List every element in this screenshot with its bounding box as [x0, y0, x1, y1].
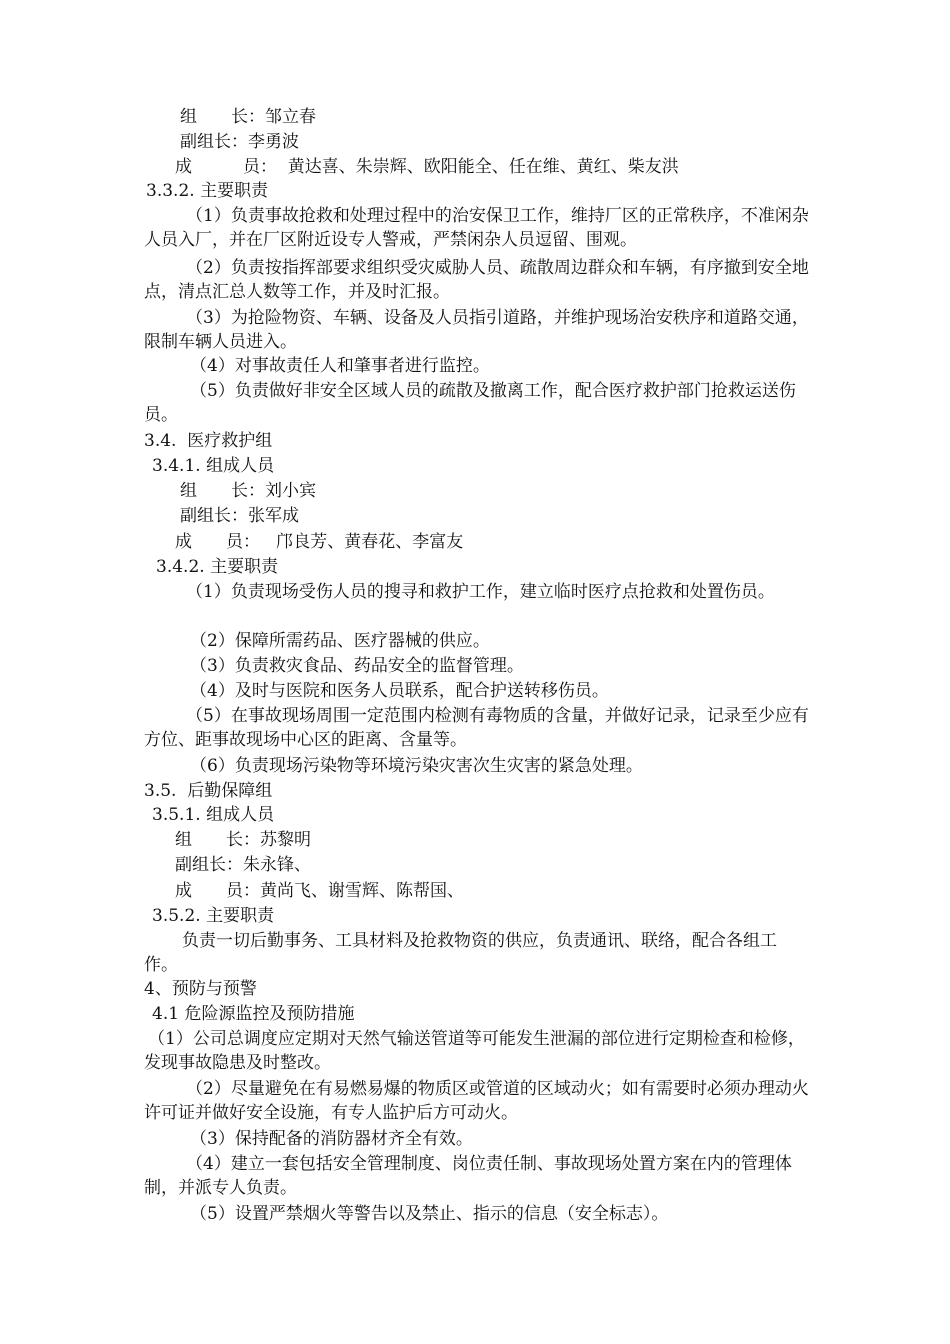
s342-item-2: （2）保障所需药品、医疗器械的供应。	[190, 631, 490, 651]
s342-item-3: （3）负责救灾食品、药品安全的监督管理。	[190, 656, 524, 676]
s4-heading: 4、预防与预警	[144, 979, 257, 999]
s342-item-1: （1）负责现场受伤人员的搜寻和救护工作，建立临时医疗点抢救和处置伤员。	[186, 582, 775, 602]
s332-item-1: （1）负责事故抢救和处理过程中的治安保卫工作，维持厂区的正常秩序，不准闲杂人员入厂，并在厂区附近设专人警戒，严禁闲杂人员逗留、围观。	[144, 206, 809, 250]
s34-leader: 组 长：刘小宾	[180, 481, 316, 501]
s41-item-3: （3）保持配备的消防器材齐全有效。	[190, 1129, 473, 1149]
s333-leader: 组 长：邹立春	[180, 107, 316, 127]
s332-item-5: （5）负责做好非安全区域人员的疏散及撤离工作，配合医疗救护部门抢救运送伤员。	[144, 381, 796, 425]
s41-heading: 4.1 危险源监控及预防措施	[152, 1004, 355, 1024]
s41-item-4: （4）建立一套包括安全管理制度、岗位责任制、事故现场处置方案在内的管理体制，并派专人负责。	[144, 1154, 792, 1198]
s41-item-2: （2）尽量避免在有易燃易爆的物质区或管道的区域动火；如有需要时必须办理动火许可证并做好安全设施，有专人监护后方可动火。	[144, 1079, 809, 1123]
s342-heading: 3.4.2. 主要职责	[156, 557, 279, 577]
s342-item-6: （6）负责现场污染物等环境污染灾害次生灾害的紧急处理。	[190, 756, 643, 776]
s352-heading: 3.5.2. 主要职责	[152, 906, 275, 926]
s332-heading: 3.3.2. 主要职责	[146, 181, 269, 201]
s332-item-2: （2）负责按指挥部要求组织受灾威胁人员、疏散周边群众和车辆，有序撤到安全地点，清点汇总人数等工作，并及时汇报。	[144, 258, 809, 302]
s342-item-4: （4）及时与医院和医务人员联系，配合护送转移伤员。	[190, 681, 609, 701]
s332-item-4: （4）对事故责任人和肇事者进行监控。	[190, 356, 490, 376]
s342-item-5: （5）在事故现场周围一定范围内检测有毒物质的含量，并做好记录，记录至少应有方位、距事故现场中心区的距离、含量等。	[144, 706, 809, 750]
s35-deputy: 副组长：朱永锋、	[175, 855, 311, 875]
s351-heading: 3.5.1. 组成人员	[152, 805, 275, 825]
s41-item-5: （5）设置严禁烟火等警告以及禁止、指示的信息（安全标志）。	[190, 1204, 669, 1224]
s341-heading: 3.4.1. 组成人员	[152, 456, 275, 476]
s333-members: 成 员： 黄达喜、朱崇辉、欧阳能全、任在维、黄红、柴友洪	[175, 157, 679, 177]
s34-members: 成 员： 邝良芳、黄春花、李富友	[175, 532, 464, 552]
s35-heading: 3.5. 后勤保障组	[144, 781, 273, 801]
s35-leader: 组 长：苏黎明	[175, 830, 311, 850]
s34-heading: 3.4. 医疗救护组	[144, 431, 273, 451]
s333-deputy: 副组长：李勇波	[180, 132, 299, 152]
s352-duty: 负责一切后勤事务、工具材料及抢救物资的供应，负责通讯、联络，配合各组工作。	[144, 931, 777, 975]
s35-members: 成 员：黄尚飞、谢雪辉、陈帮国、	[175, 881, 464, 901]
s41-item-1: （1）公司总调度应定期对天然气输送管道等可能发生泄漏的部位进行定期检查和检修，发现事故隐患及时整改。	[144, 1029, 805, 1073]
s34-deputy: 副组长：张军成	[180, 506, 299, 526]
s332-item-3: （3）为抢险物资、车辆、设备及人员指引道路，并维护现场治安秩序和道路交通，限制车辆人员进入。	[144, 308, 809, 352]
